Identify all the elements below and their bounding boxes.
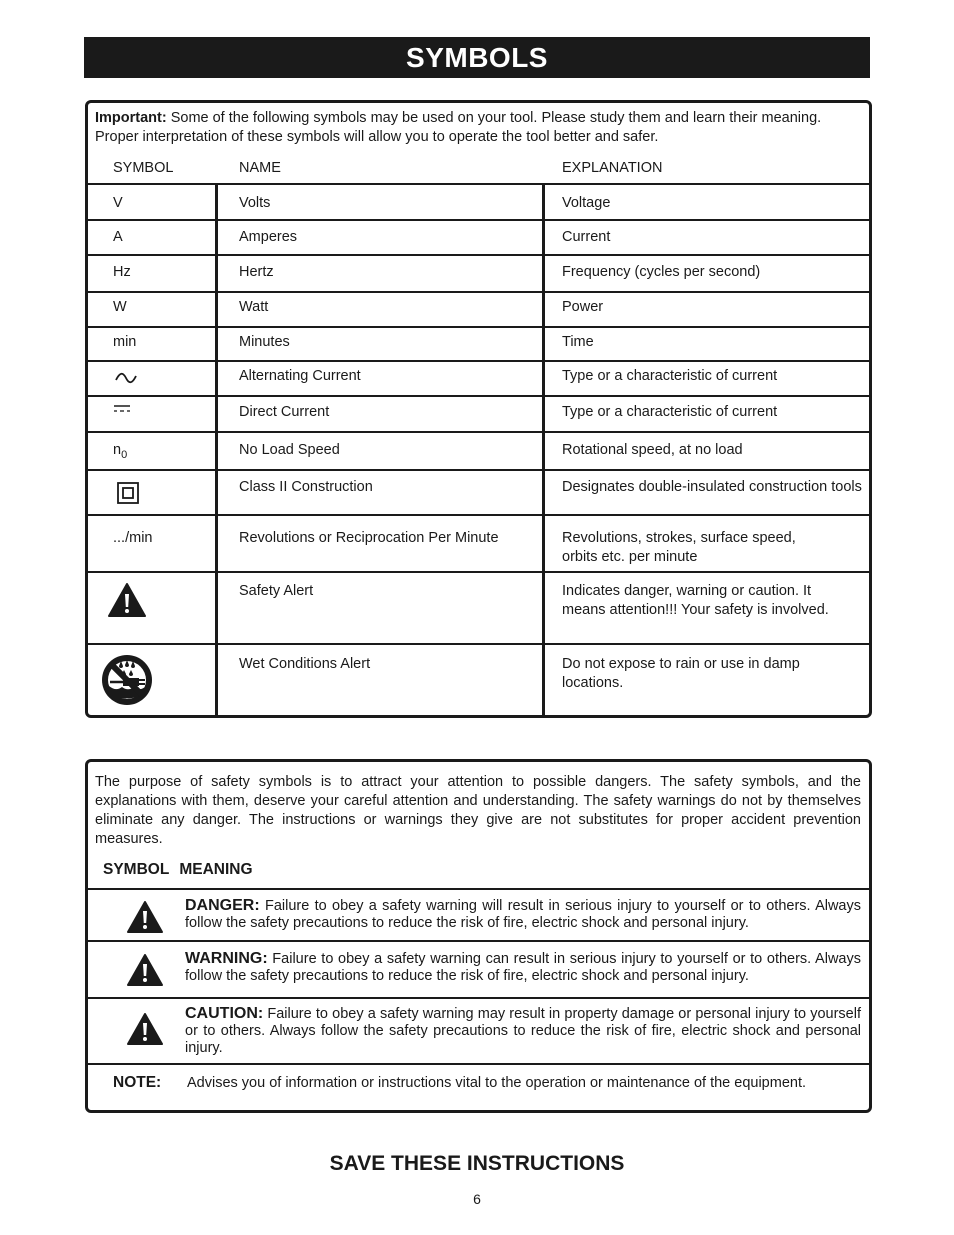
- explanation-cell: Frequency (cycles per second): [562, 264, 761, 280]
- table-row: [88, 219, 869, 255]
- explanation-cell: Type or a characteristic of current: [562, 404, 778, 420]
- explanation-cell: Time: [562, 334, 594, 350]
- table-row: [88, 395, 869, 434]
- caution-label: CAUTION:: [185, 1005, 264, 1022]
- safety-signals-box: [85, 759, 872, 1113]
- name-cell: Hertz: [239, 264, 274, 280]
- name-cell: Class II Construction: [239, 479, 373, 495]
- name-cell: Direct Current: [239, 404, 330, 420]
- name-cell: Minutes: [239, 334, 290, 350]
- explanation-cell: Type or a characteristic of current: [562, 368, 778, 384]
- danger-alert-icon: [126, 900, 164, 934]
- caution-text: [185, 1005, 861, 1057]
- caution-row: [88, 997, 869, 1065]
- warning-description: Failure to obey a safety warning can result in serious injury to yourself or to others. Always follow the safety precautions to reduce the risk of fire, electric shock and personal injury.: [185, 951, 861, 984]
- table-row: [88, 469, 869, 515]
- warning-label: WARNING:: [185, 950, 268, 967]
- symbol-cell: A: [113, 229, 123, 245]
- table-row: [88, 514, 869, 572]
- danger-text: [185, 897, 861, 932]
- explanation-cell: Voltage: [562, 195, 611, 211]
- class-ii-icon: [117, 482, 139, 504]
- symbol-main: n: [113, 442, 122, 458]
- name-cell: No Load Speed: [239, 442, 340, 458]
- symbol-cell: min: [113, 334, 137, 350]
- warning-row: [88, 940, 869, 998]
- wet-conditions-icon: [100, 652, 154, 708]
- purpose-paragraph: The purpose of safety symbols is to attract your attention to possible dangers. The safety symbols, and the explanations with them, deserve your careful attention and understanding. The safety warnings do not by themselves eliminate any danger. The instructions or warnings they give are not substitutes for proper accident prevention measures.: [95, 774, 861, 847]
- danger-row: [88, 888, 869, 941]
- symbol-cell: .../min: [113, 530, 153, 546]
- header-symbol: SYMBOL: [113, 160, 174, 176]
- page-title: SYMBOLS: [84, 37, 870, 78]
- name-cell: Amperes: [239, 229, 298, 245]
- note-row: [88, 1063, 869, 1109]
- name-cell: Revolutions or Reciprocation Per Minute: [239, 530, 499, 546]
- header-name: NAME: [239, 160, 281, 176]
- table-row: [88, 326, 869, 362]
- note-text: Advises you of information or instructions vital to the operation or maintenance of the equipment.: [187, 1075, 807, 1091]
- explanation-cell: Current: [562, 229, 611, 245]
- table-row: [88, 431, 869, 470]
- symbols-table-box: [85, 100, 872, 718]
- table-row: [88, 360, 869, 396]
- explanation-cell: Rotational speed, at no load: [562, 442, 743, 458]
- note-label: NOTE:: [113, 1074, 162, 1091]
- table-row: [88, 643, 869, 717]
- explanation-cell: Designates double-insulated construction tools: [562, 479, 862, 495]
- symbol-cell: Hz: [113, 264, 131, 280]
- explanation-cell: Do not expose to rain or use in damp locations.: [562, 656, 800, 691]
- caution-description: Failure to obey a safety warning may result in property damage or personal injury to yourself or to others. Always follow the safety precautions to reduce the risk of fire, electric shock and personal injury.: [185, 1006, 861, 1056]
- table-row: [88, 183, 869, 220]
- symbol-meaning-header: SYMBOL MEANING: [103, 861, 253, 878]
- explanation-cell: Revolutions, strokes, surface speed, orbits etc. per minute: [562, 530, 796, 565]
- name-cell: Watt: [239, 299, 269, 315]
- intro-label: Important:: [95, 110, 167, 126]
- table-row: [88, 571, 869, 644]
- table-row: [88, 254, 869, 290]
- table-row: [88, 291, 869, 327]
- explanation-cell: Power: [562, 299, 604, 315]
- danger-label: DANGER:: [185, 897, 260, 914]
- name-cell: Wet Conditions Alert: [239, 656, 371, 672]
- save-instructions-heading: SAVE THESE INSTRUCTIONS: [329, 1152, 625, 1175]
- symbol-cell: V: [113, 195, 123, 211]
- intro-paragraph: [95, 109, 865, 147]
- explanation-cell: Indicates danger, warning or caution. It means attention!!! Your safety is involved.: [562, 583, 829, 618]
- caution-alert-icon: [126, 1012, 164, 1046]
- symbol-cell: W: [113, 299, 127, 315]
- danger-description: Failure to obey a safety warning will result in serious injury to yourself or to others. Always follow the safety precautions to reduce the risk of fire, electric shock and personal injury.: [185, 898, 861, 931]
- name-cell: Safety Alert: [239, 583, 314, 599]
- symbol-subscript: 0: [121, 448, 128, 461]
- alternating-current-icon: [115, 371, 137, 385]
- name-cell: Alternating Current: [239, 368, 361, 384]
- header-explanation: EXPLANATION: [562, 160, 663, 176]
- warning-alert-icon: [126, 953, 164, 987]
- page-number: 6: [473, 1191, 481, 1207]
- intro-text: Some of the following symbols may be used on your tool. Please study them and learn their meaning. Proper interpretation of these symbols will allow you to operate the tool better and safer.: [95, 110, 822, 145]
- symbol-cell: [113, 441, 127, 465]
- direct-current-icon: [113, 404, 131, 414]
- warning-text: [185, 950, 861, 985]
- safety-alert-icon: [107, 582, 147, 618]
- name-cell: Volts: [239, 195, 271, 211]
